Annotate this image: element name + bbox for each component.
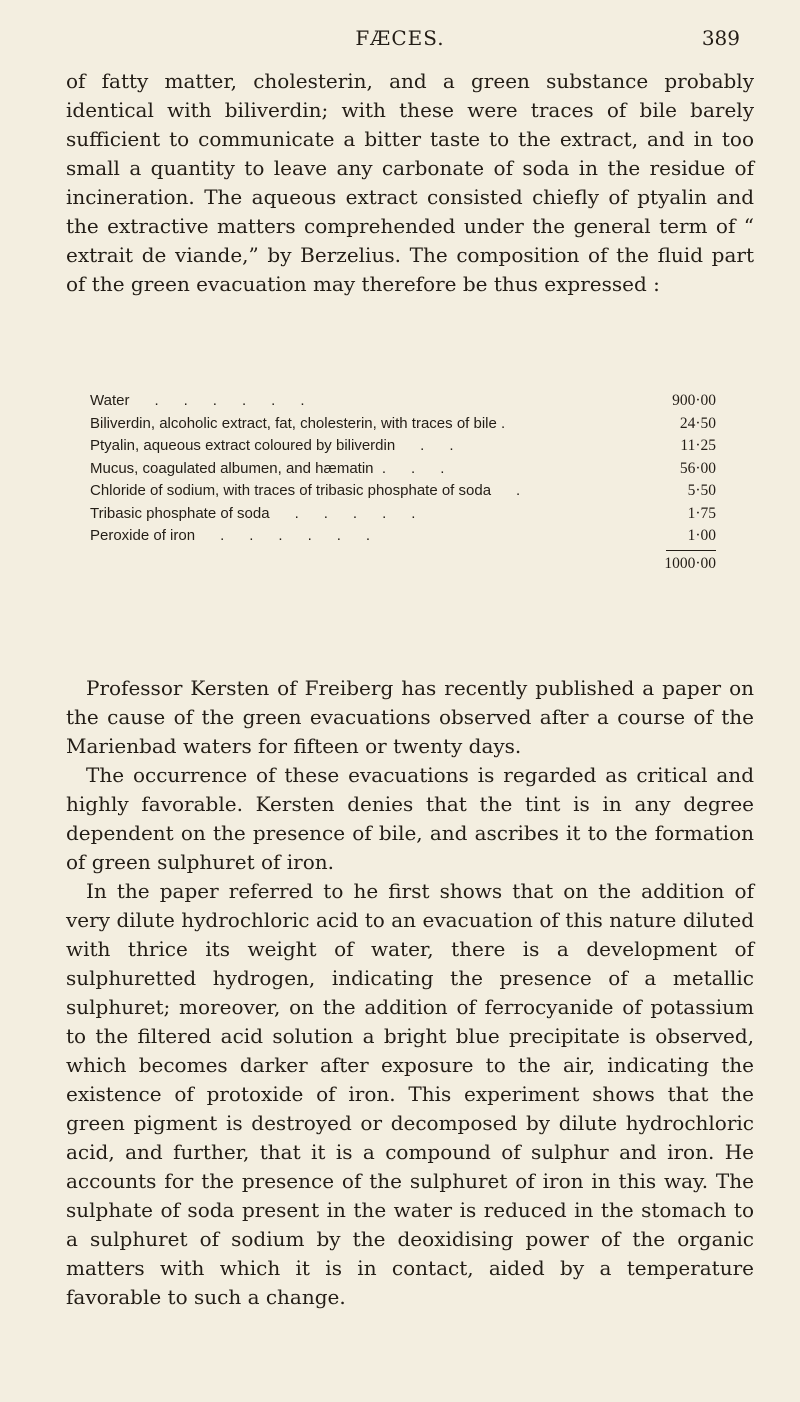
paragraph-intro: of fatty matter, cholesterin, and a green substance probably identical with biliverdin; with these were traces of bile barely sufficient to communicate a bitter taste to the extract, and in too small a quantity to leave any carbonate of soda in the residue of incineration. The aqueous extract consisted chiefly of ptyalin and the extractive matters comprehended under the general term of “ extrait de viande,” by Berzelius. The composition of the fluid part of the green evacuation may therefore be thus expressed : [66,69,754,296]
table-row [90,390,716,413]
table-row [90,458,716,481]
row-label: Mucus, coagulated albumen, and hæmatin . . . [90,459,445,477]
row-value: 900·00 [672,392,716,409]
table-row [90,413,716,436]
table-row [90,503,716,526]
table-row [90,480,716,503]
row-value: 1·75 [687,504,716,522]
row-value: 1·00 [687,527,716,544]
leader-dots: . . [395,437,454,454]
paragraph-kersten: Professor Kersten of Freiberg has recently published a paper on the cause of the green evacuations observed after a course of the Marienbad waters for fifteen or twenty days. [66,676,754,758]
paragraph-experiment: In the paper referred to he first shows that on the addition of very dilute hydrochloric acid to an evacuation of this nature diluted with thrice its weight of water, there is a development of sulphuretted hydrogen, indicating the presence of a metallic sulphuret; moreover, on the addition of ferrocyanide of potassium to the filtered acid solution a bright blue precipitate is observed, which becomes darker after exposure to the air, indicating the existence of protoxide of iron. This experiment shows that the green pigment is destroyed or decomposed by dilute hydrochloric acid, and further, that it is a compound of sulphur and iron. He accounts for the presence of the sulphuret of iron in this way. The sulphate of soda present in the water is reduced in the stomach to a sulphuret of sodium by the deoxidising power of the organic matters with which it is in contact, aided by a temperature favorable to such a change. [66,879,754,1309]
row-label: Ptyalin, aqueous extract coloured by biliverdin . . [90,437,454,454]
running-header [0,24,800,54]
leader-dots: . . . . . [269,504,416,522]
row-label: Water . . . . . . [90,392,305,409]
body-section [66,674,754,1312]
paragraph-occurrence: The occurrence of these evacuations is regarded as critical and highly favorable. Kersten denies that the tint is in any degree dependent on the presence of bile, and ascribes it to the formation of green sulphuret of iron. [66,763,754,874]
leader-dots: . . . . . . [129,392,305,409]
row-label: Tribasic phosphate of soda . . . . . [90,504,416,522]
page-number: 389 [701,26,740,50]
leader-dots: . [496,414,506,432]
leader-dots: . . . . . . [195,527,371,544]
row-label: Biliverdin, alcoholic extract, fat, cholesterin, with traces of bile . [90,414,506,432]
row-value: 11·25 [680,437,716,454]
row-value: 5·50 [687,482,716,499]
total-value: 1000·00 [664,554,716,572]
row-label: Peroxide of iron . . . . . . [90,527,371,544]
table-row [90,435,716,458]
row-value: 56·00 [679,459,716,477]
row-value: 24·50 [679,414,716,432]
total-row [90,551,716,577]
leader-dots: . [491,482,521,499]
row-label: Chloride of sodium, with traces of tribasic phosphate of soda . [90,482,521,499]
leader-dots: . . . [373,459,445,477]
page-title: FÆCES. [355,26,445,50]
table-row [90,525,716,548]
composition-table [90,390,716,577]
